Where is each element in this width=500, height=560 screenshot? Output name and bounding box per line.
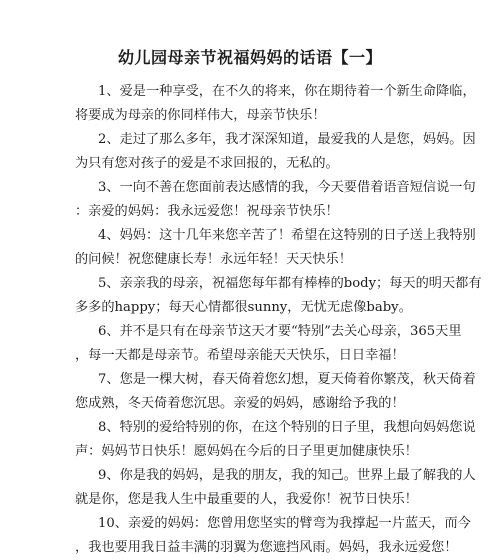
paragraph-line: 8、特别的爱给特别的你，在这个特别的日子里，我想向妈妈您说 [98, 420, 476, 435]
paragraph-line: 7、您是一棵大树，春天倚着您幻想，夏天倚着你繁茂，秋天倚着 [98, 372, 476, 387]
document-body [0, 80, 500, 560]
paragraph-line: ：亲爱的妈妈：我永远爱您！祝母亲节快乐！ [75, 204, 339, 219]
paragraph-4 [0, 224, 500, 272]
paragraph-line: ，每一天都是母亲节。希望母亲能天天快乐，日日幸福！ [75, 348, 405, 363]
paragraph-line: 多多的happy；每天心情都很sunny，无忧无虑像baby。 [75, 300, 412, 315]
paragraph-line: 为只有您对孩子的爱是不求回报的，无私的。 [75, 156, 339, 171]
paragraph-line: 的问候！祝您健康长寿！永远年轻！天天快乐！ [75, 252, 352, 267]
paragraph-line: 您成熟，冬天倚着您沉思。亲爱的妈妈，感谢给予我的！ [75, 396, 405, 411]
paragraph-line: 4、妈妈：这十几年来您辛苦了！希望在这特别的日子送上我特别 [98, 228, 476, 243]
paragraph-line: 1、爱是一种享受，在不久的将来，你在期待着一个新生命降临， [98, 84, 476, 99]
paragraph-line: 10、亲爱的妈妈：您曾用您坚实的臂弯为我撑起一片蓝天，而今 [98, 516, 471, 531]
paragraph-5 [0, 272, 500, 320]
paragraph-2 [0, 128, 500, 176]
paragraph-1 [0, 80, 500, 128]
paragraph-line: 将要成为母亲的你同样伟大，母亲节快乐！ [75, 108, 326, 123]
paragraph-line: 2、走过了那么多年，我才深深知道，最爱我的人是您，妈妈。因 [98, 132, 476, 147]
paragraph-line: 声：妈妈节日快乐！愿妈妈在今后的日子里更加健康快乐！ [75, 444, 418, 459]
paragraph-6 [0, 320, 500, 368]
paragraph-9 [0, 464, 500, 512]
paragraph-line: 9、你是我的妈妈，是我的朋友，我的知己。世界上最了解我的人 [98, 468, 476, 483]
document-title: 幼儿园母亲节祝福妈妈的话语【一】 [117, 48, 382, 67]
paragraph-8 [0, 416, 500, 464]
paragraph-7 [0, 368, 500, 416]
paragraph-line: 6、并不是只有在母亲节这天才要“特别”去关心母亲，365天里 [98, 324, 462, 339]
paragraph-line: 就是你，您是我人生中最重要的人，我爱你！祝节日快乐！ [75, 492, 418, 507]
paragraph-line: ，我也要用我日益丰满的羽翼为您遮挡风雨。妈妈，我永远爱您！ [75, 540, 458, 555]
paragraph-3 [0, 176, 500, 224]
paragraph-line: 3、一向不善在您面前表达感情的我，今天要借着语音短信说一句 [98, 180, 476, 195]
paragraph-line: 5、亲亲我的母亲，祝福您每年都有棒棒的body；每天的明天都有 [98, 276, 482, 291]
paragraph-10 [0, 512, 500, 560]
